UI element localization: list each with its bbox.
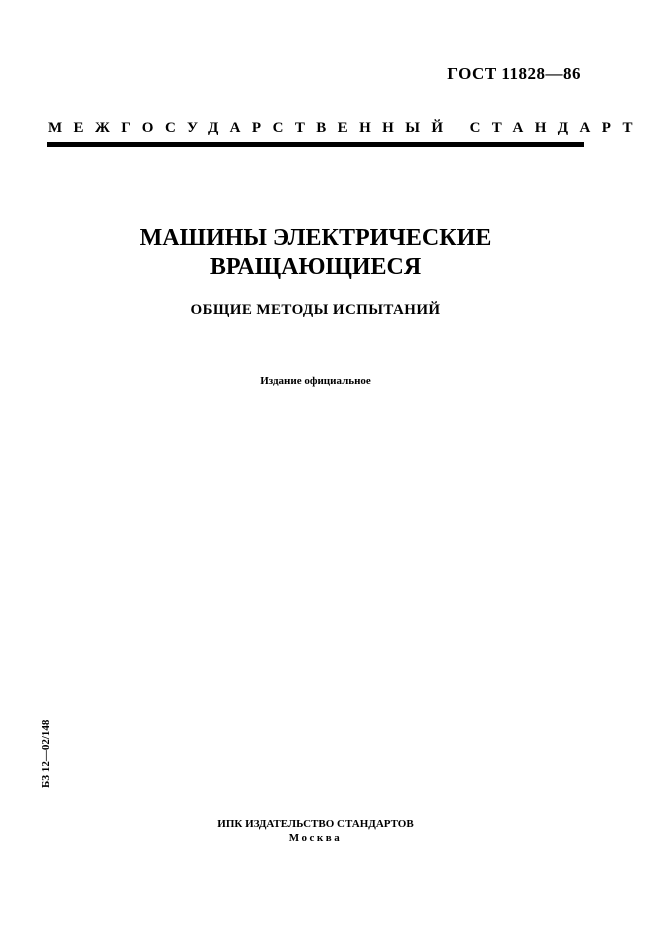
document-subtitle: ОБЩИЕ МЕТОДЫ ИСПЫТАНИЙ [190, 302, 441, 318]
publisher-city: Москва [288, 832, 343, 844]
header-rule [47, 142, 584, 147]
side-code: БЗ 12—02/148 [40, 719, 52, 788]
publisher: ИПК ИЗДАТЕЛЬСТВО СТАНДАРТОВ [217, 818, 414, 830]
title-line-2: ВРАЩАЮЩИЕСЯ [209, 254, 422, 280]
document-title [0, 224, 631, 282]
document-number: ГОСТ 11828—86 [447, 64, 581, 83]
title-line-1: МАШИНЫ ЭЛЕКТРИЧЕСКИЕ [139, 225, 492, 251]
standard-category: МЕЖГОСУДАРСТВЕННЫЙ СТАНДАРТ [48, 120, 644, 136]
edition-note: Издание официальное [260, 375, 371, 387]
